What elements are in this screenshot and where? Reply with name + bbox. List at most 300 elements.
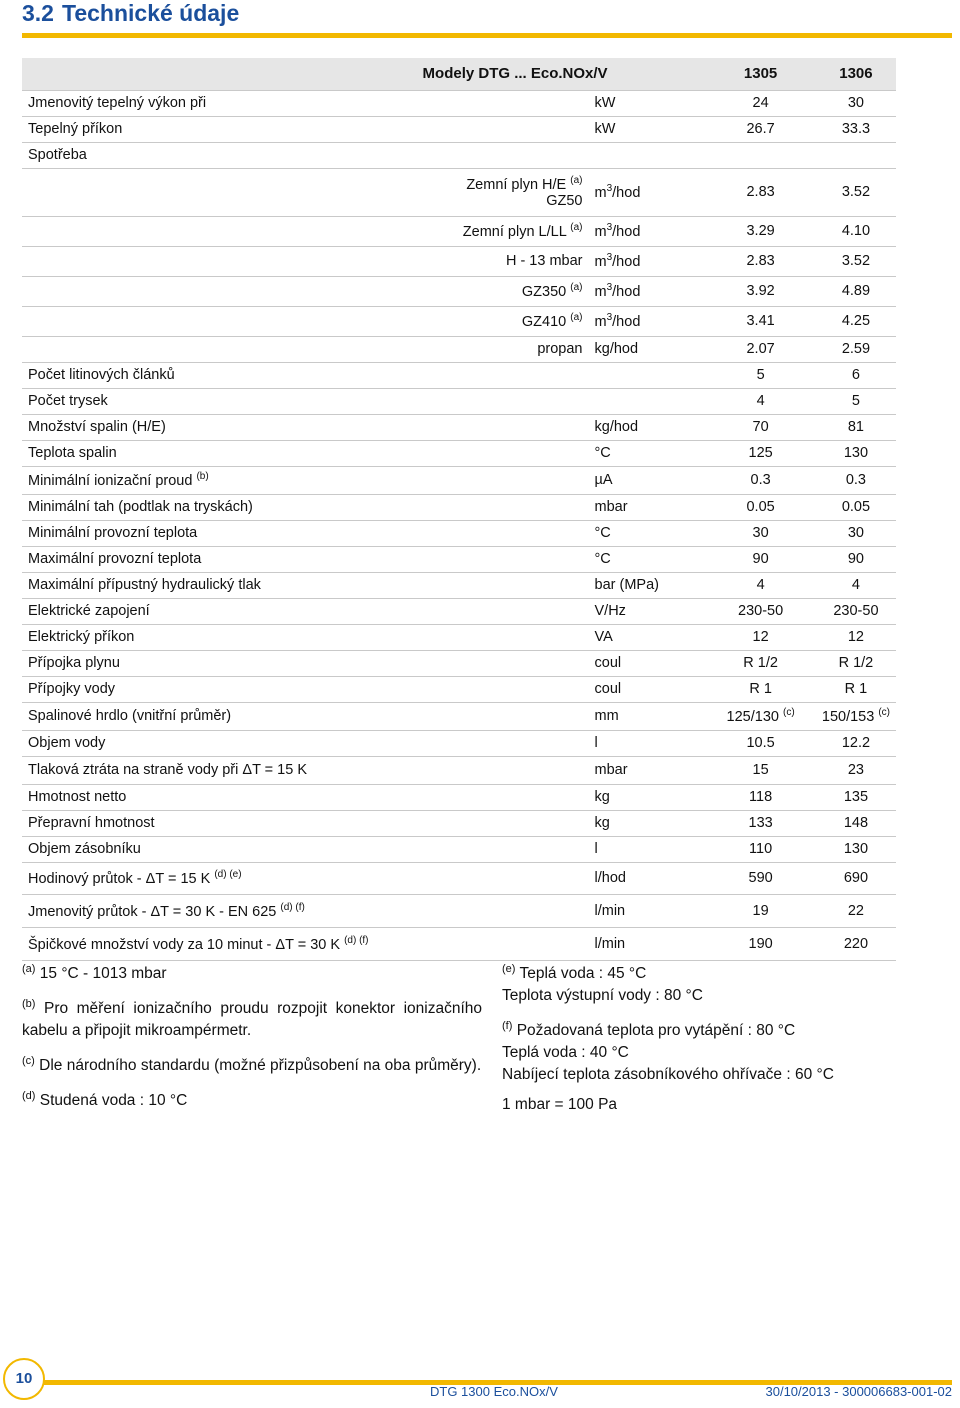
row-unit (589, 650, 706, 676)
footnote-b (22, 993, 482, 1042)
document-name: DTG 1300 Eco.NOx/V (430, 1384, 558, 1399)
row-sublabel (375, 810, 589, 836)
value-1306 (816, 414, 896, 440)
footnote-e (502, 958, 942, 985)
footnote-a (22, 958, 482, 985)
row-sublabel (375, 756, 589, 784)
row-label-text: Tepelný příkon (28, 121, 123, 137)
row-unit-text: l/hod (594, 870, 626, 886)
row-label-text: Objem vody (28, 735, 106, 751)
page-number: 10 (3, 1358, 45, 1400)
row-label (22, 862, 375, 894)
table-row (22, 676, 896, 702)
row-label (22, 216, 375, 246)
row-sublabel-text: Zemní plyn L/LL (462, 223, 567, 240)
row-unit-text: kg/hod (594, 341, 639, 357)
value-1305 (705, 168, 816, 216)
table-row (22, 142, 896, 168)
row-unit-text: m (594, 283, 607, 300)
section-title-text: Technické údaje (61, 0, 240, 26)
row-unit-text: kW (594, 121, 616, 137)
value-1305-text: 90 (752, 551, 769, 567)
value-1305 (705, 116, 816, 142)
table-row (22, 440, 896, 466)
row-label (22, 810, 375, 836)
value-1305 (705, 306, 816, 336)
row-sublabel (375, 520, 589, 546)
row-label (22, 466, 375, 494)
value-1306-text: 4.89 (841, 283, 871, 299)
footnote-e-mark: (e) (502, 963, 516, 975)
row-label (22, 927, 375, 960)
table-header-row (22, 58, 896, 90)
unit-note: 1 mbar = 100 Pa (502, 1096, 618, 1114)
value-1305 (705, 276, 816, 306)
row-sublabel (375, 168, 589, 216)
row-sublabel (375, 276, 589, 306)
value-1306 (816, 702, 896, 730)
footnote-e-text1: Teplá voda : 45 °C (519, 965, 647, 983)
document-reference: 30/10/2013 - 300006683-001-02 (765, 1384, 952, 1399)
value-1306 (816, 862, 896, 894)
row-unit (589, 216, 706, 246)
row-sublabel (375, 784, 589, 810)
row-label (22, 894, 375, 927)
row-sublabel (375, 676, 589, 702)
row-label (22, 414, 375, 440)
value-1305 (705, 440, 816, 466)
row-label-text: Minimální provozní teplota (28, 525, 198, 541)
row-label-text: Elektrický příkon (28, 629, 135, 645)
row-label (22, 702, 375, 730)
row-unit (589, 624, 706, 650)
title-divider (22, 33, 952, 38)
value-1305 (705, 362, 816, 388)
value-1305-text: 30 (752, 525, 769, 541)
row-label (22, 440, 375, 466)
table-row (22, 362, 896, 388)
footnote-b-text: Pro měření ionizačního proudu rozpojit konektor ionizačního kabelu a připojit mikroampérmetr. (22, 1000, 482, 1040)
row-unit-text: kg (594, 815, 610, 831)
row-label (22, 520, 375, 546)
value-1305-text: 70 (752, 419, 769, 435)
row-label (22, 676, 375, 702)
row-unit-exponent: 3 (606, 282, 613, 294)
row-unit (589, 306, 706, 336)
value-1306 (816, 676, 896, 702)
row-sublabel-footnote: (a) (570, 222, 583, 234)
model-1306-header: 1306 (816, 58, 896, 90)
value-1306-text: 30 (847, 525, 864, 541)
table-row (22, 730, 896, 756)
row-unit-text: l/min (594, 935, 626, 952)
value-1305 (705, 142, 816, 168)
table-row (22, 494, 896, 520)
row-sublabel (375, 702, 589, 730)
row-sublabel (375, 466, 589, 494)
row-unit-tail: /hod (612, 253, 641, 270)
value-1306-text: 0.05 (841, 499, 871, 515)
value-1305-text: 19 (752, 902, 769, 919)
row-unit (589, 276, 706, 306)
table-row (22, 927, 896, 960)
row-unit (589, 336, 706, 362)
row-label-text: Hmotnost netto (28, 789, 127, 805)
row-label-text: Elektrické zapojení (28, 603, 150, 619)
row-label-text: Minimální tah (podtlak na tryskách) (28, 499, 253, 515)
value-1306-text: 22 (847, 902, 864, 919)
table-row (22, 90, 896, 116)
row-sublabel (375, 894, 589, 927)
row-label (22, 336, 375, 362)
row-label (22, 142, 375, 168)
value-1306 (816, 546, 896, 572)
row-unit (589, 730, 706, 756)
row-label (22, 546, 375, 572)
value-1305 (705, 572, 816, 598)
value-1305 (705, 246, 816, 276)
value-1306 (816, 730, 896, 756)
footnote-a-text: 15 °C - 1013 mbar (39, 965, 167, 983)
row-unit (589, 702, 706, 730)
value-1305 (705, 466, 816, 494)
value-1306 (816, 624, 896, 650)
row-sublabel (375, 440, 589, 466)
table-row (22, 414, 896, 440)
value-1305-text: 133 (748, 815, 773, 831)
value-1306-text: 130 (843, 445, 869, 461)
row-unit-text: µA (594, 472, 613, 488)
value-1306-text: 130 (843, 841, 869, 857)
row-unit-text: l/min (594, 902, 626, 919)
value-1306 (816, 572, 896, 598)
header-spacer (22, 58, 375, 90)
row-sublabel (375, 142, 589, 168)
table-row (22, 650, 896, 676)
row-label-text: Spalinové hrdlo (vnitřní průměr) (28, 708, 232, 724)
row-label (22, 388, 375, 414)
footnote-f-text3: Nabíjecí teplota zásobníkového ohřívače : 60 °C (502, 1066, 834, 1084)
row-label (22, 624, 375, 650)
row-unit (589, 598, 706, 624)
value-1306 (816, 894, 896, 927)
row-unit-tail: /hod (612, 283, 641, 300)
value-1305 (705, 810, 816, 836)
table-row (22, 624, 896, 650)
row-sublabel (375, 388, 589, 414)
value-1305-text: 4 (756, 393, 765, 409)
value-1305-text: 3.92 (746, 283, 775, 299)
value-1306 (816, 494, 896, 520)
value-1305 (705, 702, 816, 730)
value-1306-text: 6 (851, 367, 860, 383)
value-1306 (816, 168, 896, 216)
value-1305-text: 3.29 (746, 223, 775, 239)
value-1306 (816, 650, 896, 676)
row-label-text: Hodinový průtok - ΔT = 15 K (28, 870, 211, 887)
row-unit-text: °C (594, 445, 611, 461)
footnotes-right (502, 958, 942, 1116)
row-unit (589, 572, 706, 598)
value-1305-text: R 1 (749, 681, 772, 697)
value-1305 (705, 336, 816, 362)
models-label: Modely DTG ... Eco.NOx/V (375, 58, 706, 90)
row-sublabel (375, 927, 589, 960)
value-1305-text: 590 (748, 870, 773, 886)
value-1305-text: 125 (748, 445, 773, 461)
row-sublabel (375, 572, 589, 598)
row-label (22, 756, 375, 784)
row-label (22, 306, 375, 336)
row-unit-text: V/Hz (594, 603, 626, 619)
value-1306 (816, 836, 896, 862)
value-1306-text: 4 (851, 577, 860, 593)
footnote-f-mark: (f) (502, 1020, 513, 1033)
footnote-a-mark: (a) (22, 963, 36, 975)
value-1306 (816, 142, 896, 168)
value-1306 (816, 306, 896, 336)
footnote-f (502, 1015, 942, 1042)
value-1305-text: 2.07 (746, 341, 775, 357)
table-row (22, 306, 896, 336)
row-label-text: Špičkové množství vody za 10 minut - ΔT = 30 K (28, 936, 341, 953)
row-unit (589, 414, 706, 440)
value-1306-text: 3.52 (841, 184, 871, 200)
value-1306 (816, 336, 896, 362)
row-unit-text: m (594, 223, 607, 240)
footnote-d-text: Studená voda : 10 °C (39, 1092, 188, 1110)
value-1306 (816, 810, 896, 836)
table-row (22, 810, 896, 836)
row-unit (589, 836, 706, 862)
row-unit (589, 784, 706, 810)
value-1305-text: 4 (756, 577, 765, 593)
value-1306 (816, 598, 896, 624)
row-label-footnote: (d) (f) (280, 901, 305, 913)
value-1305-text: 2.83 (746, 253, 775, 269)
footnote-e-text2: Teplota výstupní vody : 80 °C (502, 987, 703, 1005)
row-unit-text: kg (594, 789, 610, 805)
row-unit-text: °C (594, 525, 611, 541)
value-1305-footnote: (c) (782, 707, 795, 719)
table-row (22, 572, 896, 598)
row-unit (589, 90, 706, 116)
row-unit (589, 862, 706, 894)
row-label-text: Minimální ionizační proud (28, 472, 193, 489)
row-sublabel-line2: GZ50 (546, 192, 583, 209)
row-sublabel (375, 546, 589, 572)
row-sublabel (375, 494, 589, 520)
value-1305-text: 5 (756, 367, 765, 383)
row-sublabel (375, 414, 589, 440)
row-sublabel-text: H - 13 mbar (505, 253, 583, 269)
row-unit (589, 676, 706, 702)
row-unit-exponent: 3 (606, 252, 613, 264)
value-1305 (705, 624, 816, 650)
value-1305-text: 110 (749, 841, 773, 857)
value-1305-text: R 1/2 (743, 655, 778, 671)
value-1305 (705, 90, 816, 116)
footnotes-left (22, 958, 482, 1113)
row-unit (589, 546, 706, 572)
value-1305 (705, 784, 816, 810)
row-label-text: Množství spalin (H/E) (28, 419, 166, 435)
value-1305-text: 12 (752, 629, 769, 645)
table-row (22, 168, 896, 216)
section-title (22, 0, 239, 27)
row-label-text: Teplota spalin (28, 445, 117, 461)
row-label (22, 246, 375, 276)
row-label-text: Přípojka plynu (28, 655, 120, 671)
table-row (22, 702, 896, 730)
footnote-c-text: Dle národního standardu (možné přizpůsobení na oba průměry). (39, 1057, 482, 1075)
table-row (22, 756, 896, 784)
row-label-footnote: (d) (e) (214, 869, 242, 881)
value-1305-text: 24 (752, 95, 769, 111)
row-sublabel-text: propan (537, 341, 583, 357)
row-unit-text: VA (594, 629, 613, 645)
value-1305 (705, 836, 816, 862)
footnote-d (22, 1085, 482, 1112)
value-1306-text: 220 (843, 935, 869, 952)
row-label-text: Spotřeba (28, 147, 87, 163)
value-1306-text: 5 (851, 393, 860, 409)
footnote-f-text2: Teplá voda : 40 °C (502, 1044, 629, 1062)
value-1306-text: 2.59 (841, 341, 871, 357)
row-unit-tail: /hod (612, 313, 641, 330)
row-unit-text: mbar (594, 499, 628, 515)
row-label-text: Jmenovitý průtok - ΔT = 30 K - EN 625 (28, 903, 277, 920)
value-1306 (816, 784, 896, 810)
value-1306-text: 33.3 (841, 121, 871, 137)
value-1306-text: 4.25 (841, 313, 871, 329)
row-label (22, 276, 375, 306)
value-1306-text: 148 (843, 815, 869, 831)
value-1306 (816, 520, 896, 546)
footnote-b-mark: (b) (22, 998, 36, 1011)
row-label (22, 362, 375, 388)
value-1306 (816, 246, 896, 276)
row-unit (589, 810, 706, 836)
model-1305-header: 1305 (705, 58, 816, 90)
row-unit-text: kg/hod (594, 419, 639, 435)
value-1305-text: 15 (752, 762, 769, 778)
row-sublabel (375, 862, 589, 894)
value-1306-text: 12 (847, 629, 864, 645)
table-row (22, 246, 896, 276)
value-1306 (816, 756, 896, 784)
row-sublabel (375, 306, 589, 336)
value-1305 (705, 216, 816, 246)
value-1305 (705, 546, 816, 572)
value-1305 (705, 927, 816, 960)
row-sublabel (375, 90, 589, 116)
row-label (22, 784, 375, 810)
value-1305 (705, 388, 816, 414)
row-label (22, 168, 375, 216)
row-sublabel (375, 116, 589, 142)
value-1305 (705, 598, 816, 624)
row-label (22, 494, 375, 520)
table-row (22, 862, 896, 894)
row-unit-text: kW (594, 95, 616, 111)
row-unit-text: l (594, 841, 598, 857)
value-1306 (816, 90, 896, 116)
row-unit-text: m (594, 253, 607, 270)
value-1306 (816, 362, 896, 388)
row-unit (589, 756, 706, 784)
row-sublabel-footnote: (a) (570, 312, 583, 324)
row-sublabel-footnote: (a) (570, 175, 583, 187)
value-1306-text: R 1/2 (838, 655, 874, 671)
row-unit-exponent: 3 (606, 222, 613, 234)
value-1305 (705, 756, 816, 784)
row-unit-text: bar (MPa) (594, 577, 659, 593)
value-1306-text: 0.3 (845, 472, 867, 488)
row-unit (589, 246, 706, 276)
row-unit-text: coul (594, 655, 622, 671)
row-sublabel (375, 730, 589, 756)
row-sublabel (375, 336, 589, 362)
table-row (22, 276, 896, 306)
row-label-text: Maximální provozní teplota (28, 551, 202, 567)
row-sublabel (375, 836, 589, 862)
row-unit-text: l (594, 735, 598, 751)
row-unit-text: m (594, 313, 607, 330)
row-sublabel (375, 624, 589, 650)
row-sublabel (375, 246, 589, 276)
row-unit-text: mbar (594, 762, 628, 778)
value-1305 (705, 650, 816, 676)
row-unit-text: coul (594, 681, 622, 697)
row-unit (589, 168, 706, 216)
value-1305-text: 10.5 (746, 735, 775, 751)
value-1305 (705, 414, 816, 440)
row-label (22, 90, 375, 116)
row-sublabel-text: GZ410 (521, 313, 567, 330)
row-sublabel (375, 362, 589, 388)
value-1306-text: 81 (847, 419, 864, 435)
table-row (22, 784, 896, 810)
value-1305-text: 3.41 (746, 313, 775, 329)
row-unit-exponent: 3 (606, 183, 613, 195)
row-label-text: Tlaková ztráta na straně vody při ΔT = 15 K (28, 762, 308, 778)
value-1306-text: 4.10 (841, 223, 871, 239)
row-sublabel (375, 650, 589, 676)
row-label-text: Přípojky vody (28, 681, 116, 697)
value-1305-text: 0.05 (746, 499, 775, 515)
row-label (22, 730, 375, 756)
value-1305 (705, 894, 816, 927)
row-unit (589, 466, 706, 494)
value-1306-text: 135 (843, 789, 869, 805)
row-label-footnote: (d) (f) (344, 934, 369, 946)
row-label-text: Počet trysek (28, 393, 108, 409)
value-1305-text: 230-50 (738, 603, 784, 619)
value-1306 (816, 216, 896, 246)
row-unit-text: mm (594, 708, 619, 724)
row-label-text: Počet litinových článků (28, 367, 175, 383)
value-1306-text: 3.52 (841, 253, 871, 269)
row-sublabel-text: Zemní plyn H/E (466, 176, 567, 193)
value-1305-text: 190 (748, 935, 773, 952)
value-1305-text: 125/130 (726, 708, 779, 725)
row-sublabel (375, 598, 589, 624)
table-row (22, 894, 896, 927)
value-1306 (816, 927, 896, 960)
value-1305-text: 118 (749, 789, 773, 805)
row-sublabel-footnote: (a) (570, 282, 583, 294)
